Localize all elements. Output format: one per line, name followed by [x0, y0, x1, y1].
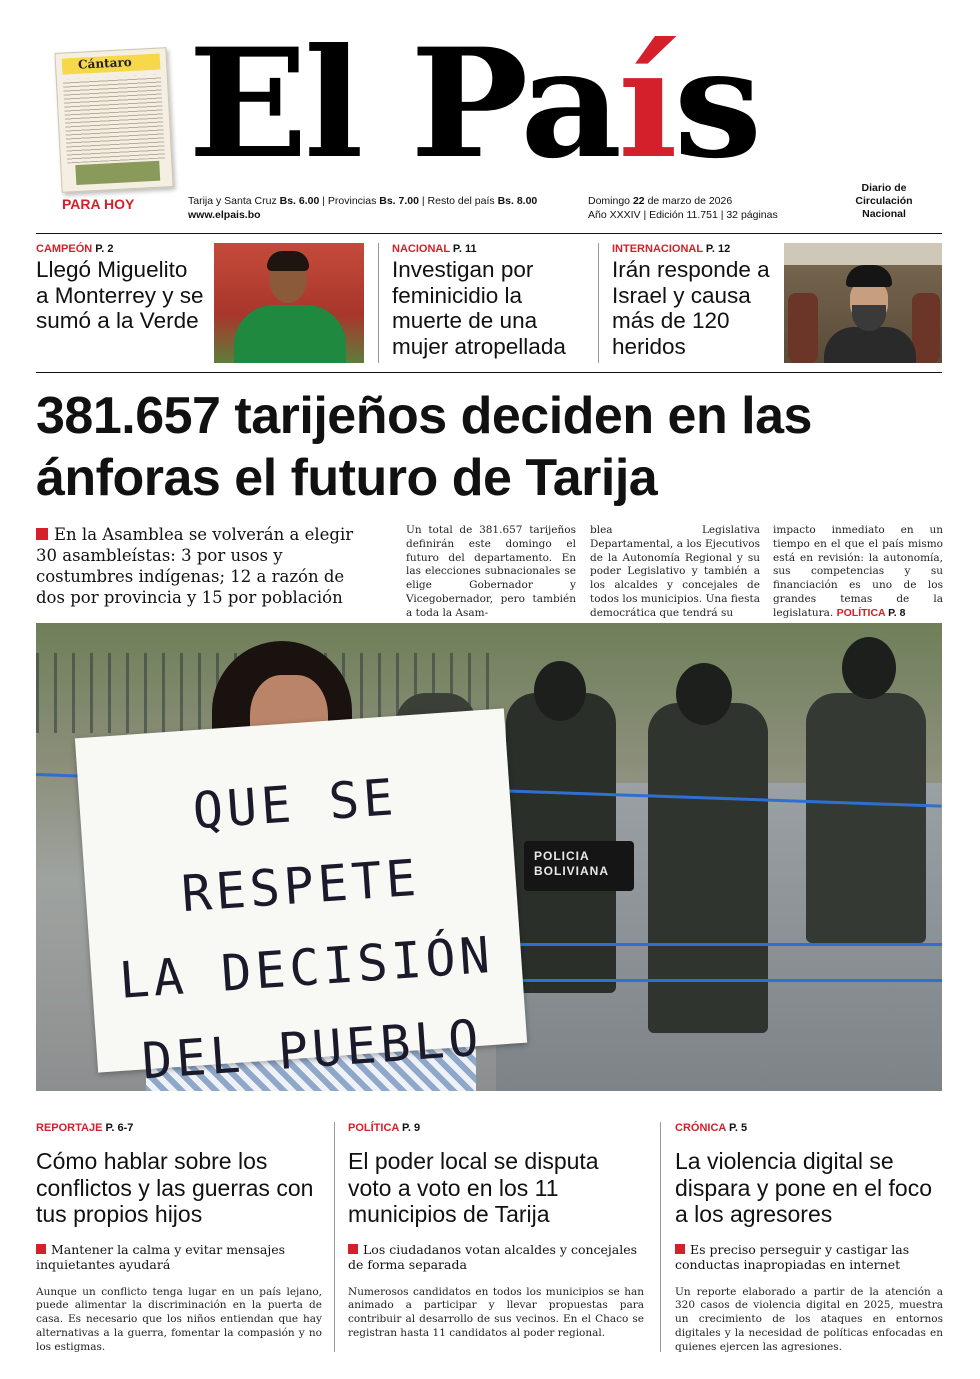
price-3: Bs. 8.00 — [497, 195, 538, 207]
story-section-label: CRÓNICA P. 5 — [675, 1122, 748, 1134]
price-line: Tarija y Santa Cruz Bs. 6.00 | Provincias Bs. 7.00 | Resto del país Bs. 8.00 — [188, 195, 538, 207]
price-1: Bs. 6.00 — [279, 195, 320, 207]
lead-body-col-2: blea Legislativa Departamental, a los Ejecutivos de la Autonomía Regional y su poder Legislativo y también a los alcaldes y concejales de todos los municipios. Una fiesta democrática que tendrá su — [590, 524, 760, 619]
supplement-text-lines — [63, 74, 165, 163]
police-officer-1-head — [534, 661, 586, 721]
lead-deck — [36, 524, 374, 608]
story-deck: Los ciudadanos votan alcaldes y concejales de forma separada — [348, 1241, 638, 1272]
logo-text-prefix: El Pa — [188, 16, 618, 192]
story-deck: Es preciso perseguir y castigar las conductas inapropiadas en internet — [675, 1241, 910, 1272]
blue-rope-lower-2 — [506, 979, 942, 982]
teaser-headline: Llegó Miguelito a Monterrey y se sumó a la Verde — [36, 257, 204, 333]
lead-page-ref[interactable]: POLÍTICA P. 8 — [836, 606, 906, 619]
story-deck: Mantener la calma y evitar mensajes inquietantes ayudará — [36, 1241, 286, 1272]
price-region-3: Resto del país — [427, 195, 495, 207]
teaser-section-label: NACIONAL P. 11 — [392, 243, 477, 255]
police-officer-3-head — [842, 637, 896, 699]
blue-rope-lower-1 — [506, 943, 942, 946]
lead-body-col-3-text: impacto inmediato en un tiempo en el que el país mismo está en revisión: la autonomía, sus competencias y su financiación es uno de los grandes temas de la legislatura. — [773, 524, 943, 619]
teaser-internacional[interactable] — [612, 243, 778, 359]
cleric-turban — [846, 265, 892, 287]
date-prefix: Domingo — [588, 195, 631, 207]
chair-left — [788, 293, 818, 363]
price-region-1: Tarija y Santa Cruz — [188, 195, 277, 207]
red-square-bullet — [348, 1244, 358, 1254]
police-officer-2 — [648, 703, 768, 1033]
lead-deck-text: En la Asamblea se volverán a elegir 30 asambleístas: 3 por usos y costumbres indígenas; 12 a razón de dos por provincia y 15 por población — [36, 525, 354, 607]
story-section-label: POLÍTICA P. 9 — [348, 1122, 421, 1134]
logo-text-suffix: s — [673, 16, 759, 192]
player-shirt — [234, 305, 346, 363]
photo-banner — [784, 243, 942, 265]
para-hoy-label: PARA HOY — [62, 196, 135, 212]
cleric-robe — [824, 327, 916, 363]
protest-sign — [75, 708, 527, 1091]
supplement-title: Cántaro — [77, 55, 133, 72]
story-body: Un reporte elaborado a partir de la atención a 320 casos de violencia digital en 2025, muestra un crecimiento de los ataques en entornos digitales y la necesidad de políticas enfocadas en quienes ejercen las agresiones. — [675, 1285, 943, 1353]
red-square-bullet — [675, 1244, 685, 1254]
teaser-campeon[interactable] — [36, 243, 206, 334]
bottom-divider-2 — [660, 1122, 661, 1352]
teaser-headline: Investigan por feminicidio la muerte de una mujer atropellada — [392, 257, 566, 359]
supplement-photo — [75, 161, 160, 185]
para-hoy-supplement-thumbnail[interactable] — [54, 47, 173, 193]
story-section-label: REPORTAJE P. 6-7 — [36, 1122, 134, 1134]
date-day: 22 — [632, 195, 645, 207]
price-2: Bs. 7.00 — [379, 195, 419, 207]
player-hair — [267, 251, 309, 271]
story-headline: La violencia digital se dispara y pone en el foco a los agresores — [675, 1148, 933, 1227]
price-region-2: Provincias — [327, 195, 377, 207]
teaser-section-label: INTERNACIONAL P. 12 — [612, 243, 731, 255]
newspaper-logo[interactable] — [188, 16, 759, 192]
story-politica[interactable] — [348, 1122, 644, 1341]
chair-right — [912, 293, 940, 363]
masthead-divider — [36, 233, 942, 234]
lead-body-col-3 — [773, 524, 943, 621]
red-square-bullet — [36, 1244, 46, 1254]
teaser-section-label: CAMPEÓN P. 2 — [36, 243, 114, 255]
police-shield-text: POLICIA BOLIVIANA — [534, 849, 609, 878]
lead-body-col-1: Un total de 381.657 tarijeños definirán este domingo el futuro del departamento. En las elecciones subnacionales se elige Gobernador y Vicegobernador, pero también a toda la Asam- — [406, 524, 576, 619]
football-player-photo — [214, 243, 364, 363]
teaser-bottom-divider — [36, 372, 942, 373]
website-link[interactable]: www.elpais.bo — [188, 209, 261, 221]
story-body: Aunque un conflicto tenga lugar en un país lejano, puede alimentar la discriminación en la puerta de casa. Es necesario que los niños entiendan que hay alternativas a la guerra, fomentar la compasión y no los estigmas. — [36, 1285, 322, 1353]
dateline — [588, 195, 732, 207]
logo-red-i: í — [617, 16, 674, 192]
story-cronica[interactable] — [675, 1122, 943, 1354]
protest-photo — [36, 623, 942, 1091]
red-square-bullet — [36, 528, 48, 540]
teaser-nacional[interactable] — [392, 243, 590, 359]
teaser-divider-2 — [598, 243, 599, 363]
bottom-divider-1 — [334, 1122, 335, 1352]
story-body: Numerosos candidatos en todos los municipios se han animado a participar y llevar propuestas para contribuir al desarrollo de sus vecinos. En el Chaco se registran hasta 11 candidatos al poder regional. — [348, 1285, 644, 1339]
police-officer-3 — [806, 693, 926, 943]
cleric-photo — [784, 243, 942, 363]
date-suffix: de marzo de 2026 — [647, 195, 733, 207]
story-reportaje[interactable] — [36, 1122, 322, 1354]
circulation-badge: Diario de Circulación Nacional — [855, 182, 913, 220]
story-headline: Cómo hablar sobre los conflictos y las guerras con tus propios hijos — [36, 1148, 314, 1227]
lead-headline[interactable]: 381.657 tarijeños deciden en las ánforas el futuro de Tarija — [36, 387, 812, 507]
police-officer-2-head — [676, 663, 732, 725]
protest-sign-text: QUE SE RESPETE LA DECISIÓN DEL PUEBLO — [117, 768, 496, 1091]
story-headline: El poder local se disputa voto a voto en los 11 municipios de Tarija — [348, 1148, 599, 1227]
teaser-headline: Irán responde a Israel y causa más de 120 heridos — [612, 257, 770, 359]
edition-info: Año XXXIV | Edición 11.751 | 32 páginas — [588, 209, 778, 221]
teaser-divider-1 — [378, 243, 379, 363]
